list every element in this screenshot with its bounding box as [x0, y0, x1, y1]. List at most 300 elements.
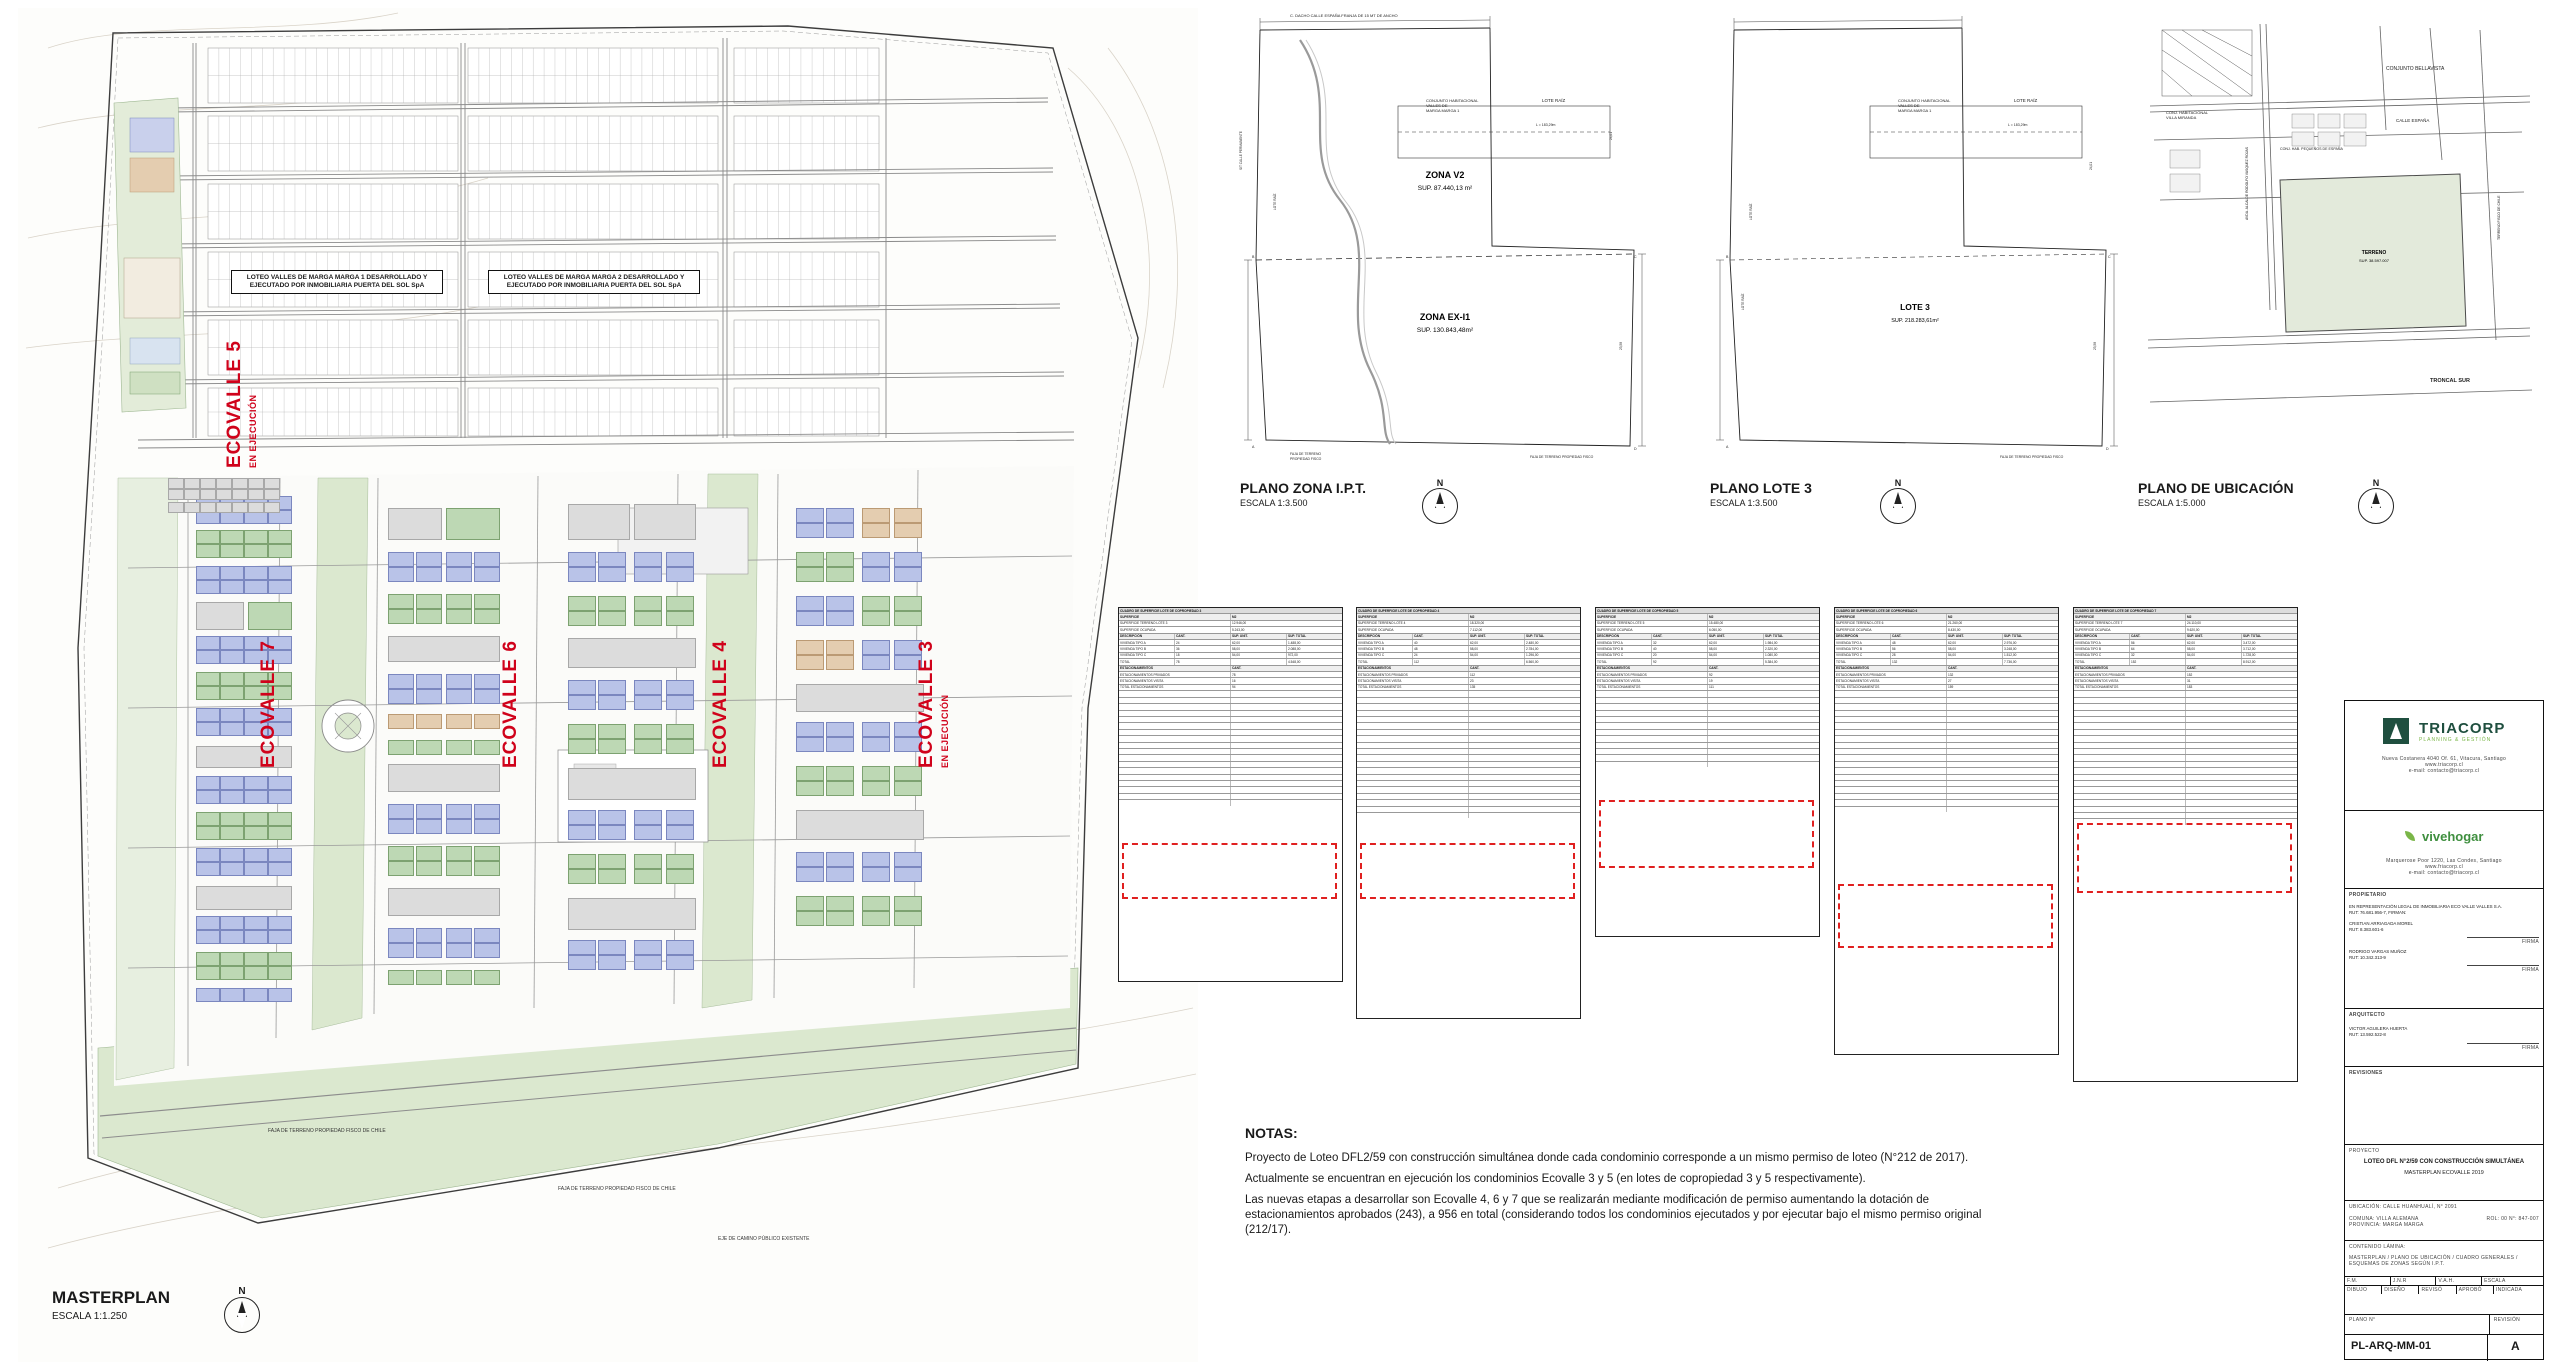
table-cell: 112	[1470, 672, 1476, 677]
svg-text:D: D	[2106, 447, 2109, 451]
table-cell: 64	[2130, 646, 2186, 651]
table-cell: 152	[2187, 672, 2193, 677]
table-col-header: SUP. TOTAL	[2004, 634, 2023, 639]
table-cell: SUPERFICIE TERRENO LOTE 6	[1835, 621, 1947, 626]
grid-cell-indicada: INDICADA	[2495, 1287, 2523, 1293]
table-cell: 32	[1652, 640, 1708, 645]
table-cell: 2.320,00	[1765, 646, 1778, 651]
table-cell: 31	[2187, 678, 2191, 683]
north-arrow-plan-1	[1422, 478, 1458, 524]
svg-text:MARGA MARGA 1: MARGA MARGA 1	[1898, 108, 1932, 113]
table-cell: 58,00	[1231, 646, 1287, 651]
svg-text:24,01: 24,01	[2089, 162, 2093, 170]
triacorp-logo-icon	[2383, 718, 2409, 744]
svg-text:A: A	[1726, 445, 1729, 449]
table-cell: 24	[1175, 640, 1231, 645]
table-cell: VIVIENDA TIPO C	[1357, 653, 1413, 658]
table-cell: ESTACIONAMIENTOS PRIVADOS	[1357, 672, 1469, 677]
svg-text:L = 183,29m: L = 183,29m	[1536, 123, 1556, 127]
ecovalle-3-units	[796, 508, 926, 978]
svg-text:ZONA V2: ZONA V2	[1425, 170, 1465, 180]
masterplan-title-group	[52, 1288, 170, 1322]
notes-block	[1245, 1125, 2005, 1244]
table-col-header: ESTACIONAMIENTOS	[1357, 666, 1469, 671]
table-cell: 62,00	[2186, 640, 2242, 645]
zone-label-ecovalle-5: ECOVALLE 5 EN EJECUCIÓN	[224, 340, 258, 468]
plan-ubicacion	[2130, 10, 2545, 520]
table-cell	[1708, 659, 1764, 664]
table-col-header: M2	[1948, 614, 1953, 619]
svg-text:CONJ. HAB. PEQUEÑOS DE ESPAÑA: CONJ. HAB. PEQUEÑOS DE ESPAÑA	[2280, 147, 2343, 151]
table-cell: 58,00	[1469, 646, 1525, 651]
table-cell: TOTAL	[1835, 659, 1891, 664]
table-col-header: CANT.	[1652, 634, 1708, 639]
surface-table-7	[2073, 607, 2298, 1082]
plan-lote-3-title: PLANO LOTE 3	[1710, 480, 1812, 496]
table-cell: 111	[1709, 685, 1714, 690]
vivehogar-address: Marquerose Poor 1220, Las Condes, Santiago	[2386, 858, 2502, 864]
triacorp-tagline: PLANNING & GESTIÓN	[2419, 736, 2492, 743]
vivehogar-email: e-mail: contacto@triacorp.cl	[2408, 870, 2480, 876]
table-cell: 2.784,00	[1526, 646, 1539, 651]
grid-cell-fm: F.M.	[2345, 1277, 2391, 1285]
table-cell: TOTAL ESTACIONAMIENTOS	[1357, 685, 1469, 690]
table-cell: 56	[2130, 640, 2186, 645]
svg-text:CALLE ESPAÑA: CALLE ESPAÑA	[2396, 118, 2430, 123]
table-cell: 40	[1413, 640, 1469, 645]
table-cell: 12.946,00	[1232, 621, 1247, 626]
project-block	[2345, 1145, 2543, 1201]
table-cell: TOTAL	[1119, 659, 1175, 664]
table-cell: VIVIENDA TIPO B	[1357, 646, 1413, 651]
svg-text:FAJA DE TERRENO PROPIEDAD FISC: FAJA DE TERRENO PROPIEDAD FISCO	[2000, 455, 2064, 459]
table-cell: 62,00	[1708, 640, 1764, 645]
owner-line-5: RODRIGO VARGAS MUÑOZ	[2349, 949, 2407, 954]
zone-label-ecovalle-6: ECOVALLE 6	[500, 640, 521, 768]
table-cell: 1.728,00	[2243, 653, 2256, 658]
table-cell: 2.088,00	[1288, 646, 1301, 651]
table-cell: 183	[2187, 685, 2193, 690]
svg-text:LOTE 3: LOTE 3	[1900, 302, 1930, 312]
table-cell: SUPERFICIE OCUPADA	[2074, 627, 2186, 632]
svg-text:TERRENO: TERRENO	[2361, 250, 2387, 256]
svg-text:C. DACHO CALLE ESPAÑA FRANJA: C. DACHO CALLE ESPAÑA FRANJA DE 15 MT DE ANCHO	[1290, 13, 1398, 18]
table-cell: 7.112,00	[1470, 627, 1483, 632]
surface-table-6	[1834, 607, 2059, 1055]
plan-number-value: PL-ARQ-MM-01	[2345, 1335, 2488, 1361]
plan-ubicacion-title: PLANO DE UBICACIÓN	[2138, 480, 2294, 496]
table-cell: 92	[1709, 672, 1713, 677]
table-cell: VIVIENDA TIPO B	[1835, 646, 1891, 651]
table-cell: ESTACIONAMIENTOS VISITA	[2074, 678, 2186, 683]
table-col-header: CANT.	[1470, 666, 1480, 671]
plan-number-header	[2345, 1315, 2543, 1335]
table-cell: 152	[2130, 659, 2186, 664]
table-cell: 36	[1175, 646, 1231, 651]
table-cell: ESTACIONAMIENTOS VISITA	[1596, 678, 1708, 683]
grid-cell-jnr: J.N.R	[2391, 1277, 2437, 1285]
masterplan-scale: ESCALA 1:1.250	[52, 1311, 128, 1322]
table-title: CUADRO DE SUPERFICIE LOTE DE COPROPIEDAD 3	[1120, 608, 1202, 613]
revision-label: REVISIÓN	[2493, 1317, 2521, 1323]
table-col-header: M2	[1470, 614, 1475, 619]
table-cell: 23	[1470, 678, 1474, 683]
triacorp-web: www.triacorp.cl	[2424, 762, 2464, 768]
table-cell: VIVIENDA TIPO A	[1596, 640, 1652, 645]
revisions-label: REVISIONES	[2349, 1070, 2383, 1076]
content-block	[2345, 1241, 2543, 1277]
table-cell: 58,00	[1708, 646, 1764, 651]
table-cell: 8.430,00	[1948, 627, 1961, 632]
table-cell: 16	[1232, 678, 1236, 683]
table-cell: 54,00	[1231, 653, 1287, 658]
table-cell: 18.320,00	[1470, 621, 1485, 626]
plan-lote-3	[1700, 10, 2120, 520]
svg-text:AVDA. ALCALDE RODOLFO VASQUEZ: AVDA. ALCALDE RODOLFO VASQUEZ ROJAS	[2245, 147, 2249, 220]
svg-text:VALLES DE: VALLES DE	[1426, 103, 1448, 108]
north-label-plan-1: N	[1436, 478, 1444, 488]
table-col-header: ESTACIONAMIENTOS	[1596, 666, 1708, 671]
table-cell: 78	[1232, 672, 1236, 677]
boundary-note-3: EJE DE CAMINO PÚBLICO EXISTENTE	[718, 1236, 810, 1242]
architect-rut: RUT: 13.592.522-8	[2349, 1032, 2386, 1037]
boundary-note-1: FAJA DE TERRENO PROPIEDAD FISCO DE CHILE	[268, 1128, 386, 1134]
table-cell: VIVIENDA TIPO B	[2074, 646, 2130, 651]
table-cell: VIVIENDA TIPO C	[1119, 653, 1175, 658]
table-cell: TOTAL	[2074, 659, 2130, 664]
grid-cell-aprobo: APROBÓ	[2457, 1286, 2494, 1294]
svg-text:LOTE RAÍZ: LOTE RAÍZ	[1741, 293, 1745, 310]
table-cell: 1.984,00	[1765, 640, 1778, 645]
table-cell: 159	[1948, 685, 1954, 690]
triacorp-name: TRIACORP	[2419, 719, 2506, 737]
owner-firma-2: FIRMA	[2521, 967, 2539, 973]
table-cell: SUPERFICIE OCUPADA	[1835, 627, 1947, 632]
grid-cell-dibujo: DIBUJO	[2345, 1286, 2382, 1294]
table-cell: ESTACIONAMIENTOS VISITA	[1119, 678, 1231, 683]
table-col-header: DESCRIPCIÓN	[1835, 634, 1891, 639]
triacorp-email: e-mail: contacto@triacorp.cl	[2408, 768, 2480, 774]
table-cell: SUPERFICIE OCUPADA	[1119, 627, 1231, 632]
plan-ubicacion-scale: ESCALA 1:5.000	[2138, 498, 2206, 508]
table-cell: 6.560,00	[1526, 659, 1539, 664]
table-cell: VIVIENDA TIPO A	[1835, 640, 1891, 645]
table-col-header: CANT.	[1709, 666, 1719, 671]
table-cell: 4.548,00	[1288, 659, 1301, 664]
table-cell: 48	[1413, 646, 1469, 651]
table-cell: 6.050,00	[1709, 627, 1722, 632]
location-block	[2345, 1201, 2543, 1241]
table-cell: 132	[1948, 672, 1954, 677]
table-title: CUADRO DE SUPERFICIE LOTE DE COPROPIEDAD 5	[1597, 608, 1679, 613]
table-col-header: DESCRIPCIÓN	[1119, 634, 1175, 639]
svg-text:L = 183,29m: L = 183,29m	[2008, 123, 2028, 127]
table-cell: 1.080,00	[1765, 653, 1778, 658]
table-cell: TOTAL ESTACIONAMIENTOS	[1596, 685, 1708, 690]
plan-ubicacion-caption	[2138, 480, 2294, 508]
plan-lote-3-caption	[1710, 480, 1812, 508]
table-col-header: M2	[1709, 614, 1714, 619]
svg-text:CONJUNTO BELLAVISTA: CONJUNTO BELLAVISTA	[2386, 66, 2445, 72]
table-cell: 58,00	[2186, 646, 2242, 651]
table-cell: SUPERFICIE OCUPADA	[1357, 627, 1469, 632]
plan-lote-3-scale: ESCALA 1:3.500	[1710, 498, 1778, 508]
table-cell: 132	[1891, 659, 1947, 664]
architect-block	[2345, 1009, 2543, 1067]
plan-ubicacion-vector	[2130, 10, 2545, 480]
owner-line-6: RUT: 10.342.313-9	[2349, 955, 2386, 960]
table-cell: 62,00	[1469, 640, 1525, 645]
leaf-icon	[2405, 831, 2415, 841]
table-col-header: SUP. UNIT.	[1708, 634, 1764, 639]
content-line: MASTERPLAN / PLANO DE UBICACIÓN / CUADRO GENERALES / ESQUEMAS DE ZONAS SEGÚN I.P.T.	[2349, 1255, 2518, 1267]
table-cell: 112	[1413, 659, 1469, 664]
ecovalle-7-units	[196, 496, 306, 1016]
boundary-note-2: FAJA DE TERRENO PROPIEDAD FISCO DE CHILE	[558, 1186, 676, 1192]
table-cell: 18	[1175, 653, 1231, 658]
notes-paragraph-1: Proyecto de Loteo DFL2/59 con construcción simultánea donde cada condominio corresponde a un mismo permiso de loteo (N°212 de 2017).	[1245, 1152, 1969, 1164]
table-cell	[1947, 659, 2003, 664]
zone-label-ecovalle-7: ECOVALLE 7	[258, 640, 279, 768]
table-cell	[1231, 659, 1287, 664]
svg-text:CONJ. HABITACIONAL: CONJ. HABITACIONAL	[2166, 110, 2209, 115]
table-cell: 8.912,00	[2243, 659, 2256, 664]
table-cell: 19	[1709, 678, 1713, 683]
table-cell: 21.260,00	[1948, 621, 1963, 626]
owner-block	[2345, 889, 2543, 1009]
svg-text:VILLA MIRANDA: VILLA MIRANDA	[2166, 115, 2197, 120]
project-label: PROYECTO	[2349, 1148, 2380, 1154]
company-triacorp-block	[2345, 701, 2543, 811]
architect-name: VICTOR AGUILERA HUERTA	[2349, 1026, 2408, 1031]
svg-text:B: B	[1726, 255, 1729, 259]
table-cell	[1469, 659, 1525, 664]
table-cell: SUPERFICIE OCUPADA	[1596, 627, 1708, 632]
table-cell: 92	[1652, 659, 1708, 664]
surface-table-4	[1356, 607, 1581, 1019]
svg-text:D: D	[1634, 447, 1637, 451]
svg-text:ZONA EX-I1: ZONA EX-I1	[1419, 312, 1471, 322]
svg-text:FAJA DE TERRENO: FAJA DE TERRENO	[1290, 452, 1322, 456]
zone-label-ecovalle-4: ECOVALLE 4	[710, 640, 731, 768]
table-cell: ESTACIONAMIENTOS PRIVADOS	[1596, 672, 1708, 677]
north-label: N	[238, 1286, 246, 1297]
grid-cell-escala: ESCALA	[2484, 1278, 2506, 1284]
table-col-header: CANT.	[1232, 666, 1242, 671]
notes-paragraph-3: Las nuevas etapas a desarrollar son Ecovalle 4, 6 y 7 que se realizarán mediante modificación de permiso aumentando la dotación de estacionamientos aprobados (243), a 956 en total (considerando todos los condominios ejecutados y por ejecutar bajo el mismo permiso original (212/17).	[1245, 1194, 1982, 1236]
project-line-2: MASTERPLAN ECOVALLE 2019	[2404, 1170, 2484, 1176]
revisions-block	[2345, 1067, 2543, 1145]
owner-line-2: RUT: 76.681.956-7, FIRMAN:	[2349, 910, 2407, 915]
table-cell: TOTAL ESTACIONAMIENTOS	[1119, 685, 1231, 690]
table-cell: 54,00	[1469, 653, 1525, 658]
table-col-header: SUP. UNIT.	[1469, 634, 1525, 639]
table-cell: TOTAL ESTACIONAMIENTOS	[2074, 685, 2186, 690]
owner-label: PROPIETARIO	[2349, 892, 2387, 898]
table-col-header: CANT.	[1948, 666, 1958, 671]
revision-value: A	[2511, 1339, 2520, 1353]
table-col-header: DESCRIPCIÓN	[2074, 634, 2130, 639]
north-arrow-plan-3	[2358, 478, 2394, 524]
vivehogar-web: www.friacorp.cl	[2424, 864, 2464, 870]
svg-text:LOTE RAÍZ: LOTE RAÍZ	[2014, 98, 2038, 103]
table-cell: 27	[1948, 678, 1952, 683]
svg-text:FAJA DE TERRENO PROPIEDAD FISC: FAJA DE TERRENO PROPIEDAD FISCO	[1530, 455, 1594, 459]
project-line-1: LOTEO DFL N°2/59 CON CONSTRUCCIÓN SIMULTÁNEA	[2363, 1159, 2525, 1165]
table-col-header: SUPERFICIE	[1835, 614, 1947, 619]
location-rol: ROL: 00 N°: 847-007	[2486, 1216, 2539, 1222]
architect-label: ARQUITECTO	[2349, 1012, 2385, 1018]
svg-text:VALLES DE: VALLES DE	[1898, 103, 1920, 108]
table-cell: SUPERFICIE TERRENO LOTE 3	[1119, 621, 1231, 626]
title-block	[2344, 700, 2544, 1360]
table-cell: 32	[2130, 653, 2186, 658]
table-col-header: CANT.	[1891, 634, 1947, 639]
table-cell: 7.736,00	[2004, 659, 2017, 664]
company-vivehogar-block	[2345, 811, 2543, 889]
table-cell: 62,00	[1231, 640, 1287, 645]
table-col-header: SUP. UNIT.	[1947, 634, 2003, 639]
table-cell: ESTACIONAMIENTOS PRIVADOS	[1835, 672, 1947, 677]
table-col-header: CANT.	[2130, 634, 2186, 639]
north-arrow-masterplan	[224, 1286, 260, 1333]
table-cell: 54,00	[1708, 653, 1764, 658]
table-col-header: ESTACIONAMIENTOS	[1119, 666, 1231, 671]
table-cell: 24.110,00	[2187, 621, 2201, 626]
svg-text:B: B	[1252, 255, 1255, 259]
surface-table-5	[1595, 607, 1820, 937]
table-col-header: M2	[1232, 614, 1237, 619]
table-col-header: CANT.	[1413, 634, 1469, 639]
table-cell: 3.712,00	[2243, 646, 2256, 651]
grid-cell-vah: V.A.H.	[2436, 1277, 2482, 1285]
responsibility-grid	[2345, 1277, 2543, 1315]
table-cell: 24	[1413, 653, 1469, 658]
table-cell: VIVIENDA TIPO B	[1119, 646, 1175, 651]
table-cell: 94	[1232, 685, 1236, 690]
table-cell: VIVIENDA TIPO A	[2074, 640, 2130, 645]
svg-text:SIT CALLE PERMANENTE: SIT CALLE PERMANENTE	[1239, 131, 1243, 170]
north-label-plan-2: N	[1894, 478, 1902, 488]
table-cell: ESTACIONAMIENTOS PRIVADOS	[1119, 672, 1231, 677]
table-col-header: SUP. TOTAL	[2243, 634, 2262, 639]
table-col-header: CANT.	[1175, 634, 1231, 639]
table-cell: 54,00	[2186, 653, 2242, 658]
table-cell: 1.512,00	[2004, 653, 2017, 658]
plan-zona-ipt-vector	[1230, 10, 1650, 480]
svg-text:LOTE RAÍZ: LOTE RAÍZ	[1542, 98, 1566, 103]
table-title: CUADRO DE SUPERFICIE LOTE DE COPROPIEDAD 6	[1836, 608, 1918, 613]
table-col-header: M2	[2187, 614, 2192, 619]
notes-heading: NOTAS:	[1245, 1125, 1298, 1141]
table-cell: VIVIENDA TIPO B	[1596, 646, 1652, 651]
owner-firma-1: FIRMA	[2521, 939, 2539, 945]
annotation-loteo-1: LOTEO VALLES DE MARGA MARGA 1 DESARROLLADO Y EJECUTADO POR INMOBILIARIA PUERTA DEL SOL SpA	[231, 270, 443, 294]
annotation-loteo-2: LOTEO VALLES DE MARGA MARGA 2 DESARROLLADO Y EJECUTADO POR INMOBILIARIA PUERTA DEL SOL SpA	[488, 270, 700, 294]
owner-line-1: EN REPRESENTACIÓN LEGAL DE INMOBILIARIA ECO VALLE VALLES S.A.	[2349, 904, 2503, 909]
plan-zona-ipt-caption	[1240, 480, 1366, 508]
table-cell: 5.243,00	[1232, 627, 1245, 632]
svg-text:SUP. 38.597.007: SUP. 38.597.007	[2359, 258, 2389, 263]
table-col-header: SUPERFICIE	[2074, 614, 2186, 619]
svg-text:TERRENO FISCO DE CHILE: TERRENO FISCO DE CHILE	[2497, 195, 2501, 240]
owner-line-3: CRISTIAN ARRIAGADA MOREL	[2349, 921, 2413, 926]
svg-text:23,58: 23,58	[1619, 342, 1623, 350]
table-title: CUADRO DE SUPERFICIE LOTE DE COPROPIEDAD 4	[1358, 608, 1440, 613]
table-col-header: DESCRIPCIÓN	[1596, 634, 1652, 639]
table-cell: VIVIENDA TIPO C	[1835, 653, 1891, 658]
table-col-header: SUPERFICIE	[1357, 614, 1469, 619]
ecovalle-6-units	[388, 508, 508, 1008]
table-cell: 5.384,00	[1765, 659, 1778, 664]
svg-text:C: C	[2108, 255, 2111, 259]
masterplan-title: MASTERPLAN	[52, 1288, 171, 1307]
table-cell: VIVIENDA TIPO C	[1596, 653, 1652, 658]
svg-text:LOTE RAÍZ: LOTE RAÍZ	[1749, 203, 1753, 220]
table-cell: SUPERFICIE TERRENO LOTE 5	[1596, 621, 1708, 626]
table-col-header: SUP. TOTAL	[1288, 634, 1307, 639]
plan-zona-ipt-scale: ESCALA 1:3.500	[1240, 498, 1308, 508]
table-cell: TOTAL ESTACIONAMIENTOS	[1835, 685, 1947, 690]
table-col-header: SUPERFICIE	[1596, 614, 1708, 619]
svg-text:A: A	[1252, 445, 1255, 449]
table-cell: VIVIENDA TIPO C	[2074, 653, 2130, 658]
svg-text:SUP. 218.283,61m²: SUP. 218.283,61m²	[1891, 318, 1939, 324]
table-cell: 1.296,00	[1526, 653, 1539, 658]
table-cell: VIVIENDA TIPO A	[1357, 640, 1413, 645]
architect-firma: FIRMA	[2521, 1045, 2539, 1051]
table-cell: 1.488,00	[1288, 640, 1301, 645]
table-cell: 56	[1891, 646, 1947, 651]
table-cell: ESTACIONAMIENTOS PRIVADOS	[2074, 672, 2186, 677]
table-cell: 62,00	[1947, 640, 2003, 645]
triacorp-address: Nueva Costanera 4040 Of. 61, Vitacura, Santiago	[2381, 756, 2507, 762]
masterplan-drawing	[18, 8, 1198, 1362]
grid-cell-reviso: REVISÓ	[2419, 1286, 2456, 1294]
plan-zona-ipt-title: PLANO ZONA I.P.T.	[1240, 480, 1367, 496]
table-cell: ESTACIONAMIENTOS VISITA	[1357, 678, 1469, 683]
table-cell: SUPERFICIE TERRENO LOTE 7	[2074, 621, 2186, 626]
table-cell: 9.620,00	[2187, 627, 2200, 632]
location-label: UBICACIÓN: CALLE HUANHUALÍ, N° 2091	[2349, 1204, 2458, 1210]
table-cell: 78	[1175, 659, 1231, 664]
table-col-header: DESCRIPCIÓN	[1357, 634, 1413, 639]
svg-text:24,01: 24,01	[1609, 132, 1613, 140]
zone-label-ecovalle-3: ECOVALLE 3 EN EJECUCIÓN	[916, 640, 950, 768]
table-cell	[2186, 659, 2242, 664]
plan-number-row	[2345, 1335, 2543, 1361]
table-cell: 28	[1891, 653, 1947, 658]
north-arrow-plan-2	[1880, 478, 1916, 524]
owner-line-4: RUT: 8.383.601-6	[2349, 927, 2384, 932]
location-comuna: COMUNA: VILLA ALEMANA	[2349, 1216, 2419, 1222]
surface-tables-area	[1108, 600, 2318, 1120]
table-cell: 3.248,00	[2004, 646, 2017, 651]
vivehogar-name: vivehogar	[2422, 829, 2484, 845]
table-cell: VIVIENDA TIPO A	[1119, 640, 1175, 645]
plan-zona-ipt	[1230, 10, 1650, 520]
lower-sector-strip	[168, 478, 288, 524]
notes-paragraph-2: Actualmente se encuentran en ejecución los condominios Ecovalle 3 y 5 (en lotes de copropiedad 3 y 5 respectivamente).	[1245, 1173, 1866, 1185]
ecovalle-4-units	[568, 504, 698, 1004]
table-cell: 15.480,00	[1709, 621, 1724, 626]
table-cell: 3.472,00	[2243, 640, 2256, 645]
table-cell: 2.480,00	[1526, 640, 1539, 645]
svg-text:CONJUNTO HABITACIONAL: CONJUNTO HABITACIONAL	[1898, 98, 1951, 103]
table-col-header: SUP. UNIT.	[1231, 634, 1287, 639]
table-cell: 58,00	[1947, 646, 2003, 651]
svg-text:SUP. 130.843,48m²: SUP. 130.843,48m²	[1416, 327, 1474, 334]
